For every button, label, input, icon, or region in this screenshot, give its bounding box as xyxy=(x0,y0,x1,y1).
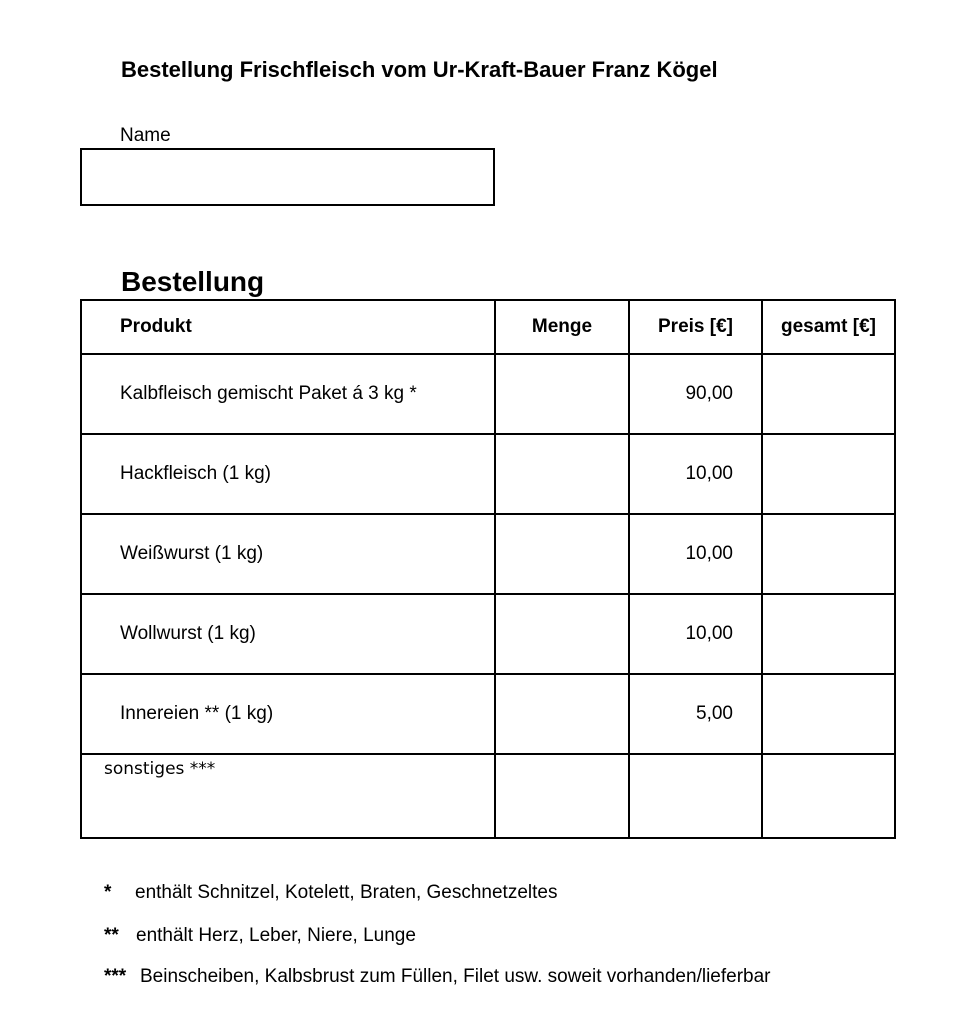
table-header-row xyxy=(81,300,895,354)
total-cell[interactable] xyxy=(762,514,895,594)
misc-quantity-cell[interactable] xyxy=(495,754,629,838)
order-table xyxy=(80,299,896,839)
header-quantity: Menge xyxy=(495,300,629,354)
total-cell[interactable] xyxy=(762,674,895,754)
footnote-text: enthält Schnitzel, Kotelett, Braten, Geschnetzeltes xyxy=(135,882,558,903)
product-cell: Wollwurst (1 kg) xyxy=(81,594,495,674)
name-input[interactable] xyxy=(80,148,495,206)
header-product: Produkt xyxy=(81,300,495,354)
table-row xyxy=(81,514,895,594)
document-title: Bestellung Frischfleisch vom Ur-Kraft-Bauer Franz Kögel xyxy=(121,57,718,82)
name-label: Name xyxy=(120,125,171,146)
footnote-2 xyxy=(104,924,416,948)
misc-total-cell[interactable] xyxy=(762,754,895,838)
quantity-cell[interactable] xyxy=(495,674,629,754)
total-cell[interactable] xyxy=(762,354,895,434)
price-cell: 10,00 xyxy=(629,434,762,514)
footnote-mark: ** xyxy=(104,925,119,946)
footnote-text: enthält Herz, Leber, Niere, Lunge xyxy=(136,925,416,946)
table-row xyxy=(81,354,895,434)
misc-row xyxy=(81,754,895,838)
misc-product-cell[interactable]: sonstiges *** xyxy=(81,754,495,838)
misc-price-cell[interactable] xyxy=(629,754,762,838)
quantity-cell[interactable] xyxy=(495,514,629,594)
total-cell[interactable] xyxy=(762,594,895,674)
footnote-3 xyxy=(104,965,771,989)
total-cell[interactable] xyxy=(762,434,895,514)
footnote-mark: *** xyxy=(104,966,127,987)
product-cell: Weißwurst (1 kg) xyxy=(81,514,495,594)
header-total: gesamt [€] xyxy=(762,300,895,354)
table-row xyxy=(81,674,895,754)
header-price: Preis [€] xyxy=(629,300,762,354)
product-cell: Kalbfleisch gemischt Paket á 3 kg * xyxy=(81,354,495,434)
footnote-mark: * xyxy=(104,882,112,903)
product-cell: Innereien ** (1 kg) xyxy=(81,674,495,754)
price-cell: 5,00 xyxy=(629,674,762,754)
price-cell: 90,00 xyxy=(629,354,762,434)
table-row xyxy=(81,594,895,674)
quantity-cell[interactable] xyxy=(495,434,629,514)
footnote-1 xyxy=(104,881,557,905)
quantity-cell[interactable] xyxy=(495,354,629,434)
price-cell: 10,00 xyxy=(629,594,762,674)
price-cell: 10,00 xyxy=(629,514,762,594)
order-section-title: Bestellung xyxy=(121,266,265,297)
product-cell: Hackfleisch (1 kg) xyxy=(81,434,495,514)
quantity-cell[interactable] xyxy=(495,594,629,674)
table-row xyxy=(81,434,895,514)
footnote-text: Beinscheiben, Kalbsbrust zum Füllen, Filet usw. soweit vorhanden/lieferbar xyxy=(140,966,771,987)
